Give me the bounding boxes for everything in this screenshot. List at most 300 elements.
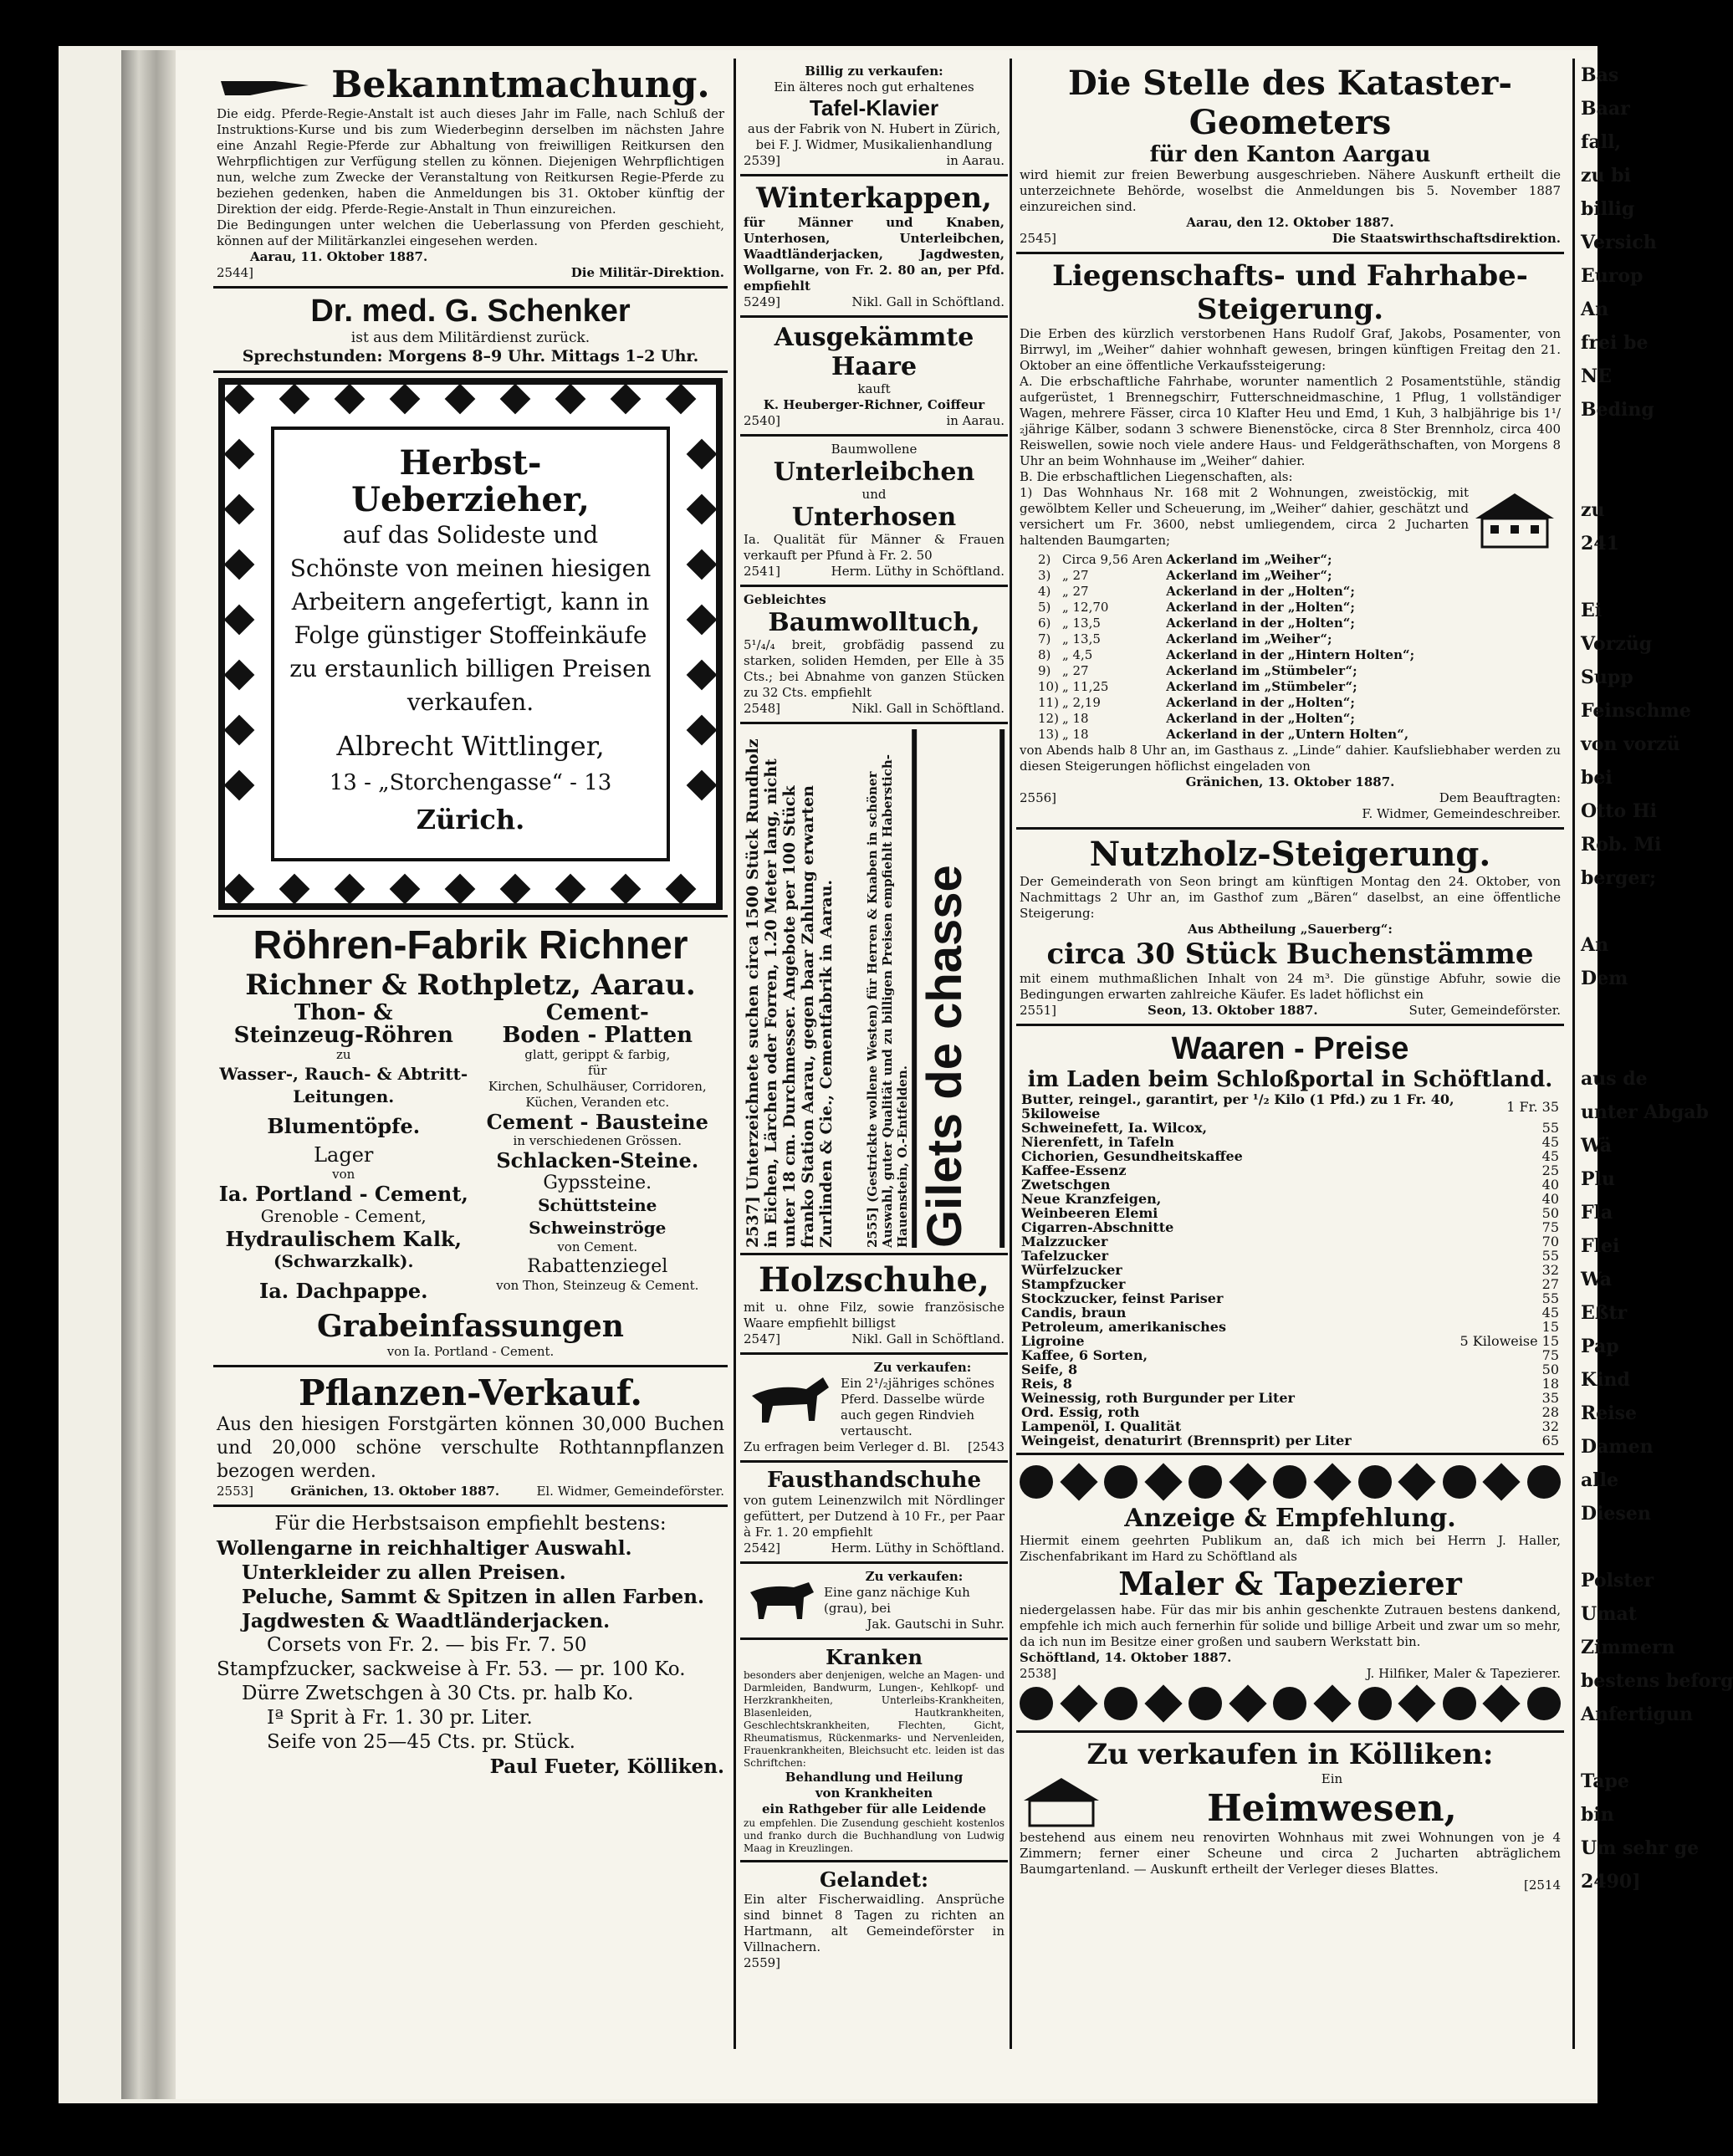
- parcel-cell: Ackerland im „Weiher“;: [1166, 631, 1332, 646]
- roehren-left: [217, 1002, 471, 1302]
- price-row: [1020, 1092, 1561, 1121]
- item: Cement-: [545, 1000, 649, 1025]
- parcel-cell: 2): [1038, 552, 1051, 567]
- ad-line: und: [861, 487, 887, 502]
- price-value: 15: [1541, 1319, 1559, 1335]
- cropped-line: Polster: [1581, 1570, 1654, 1591]
- ad-title: ein Rathgeber für alle Leidende: [761, 1801, 987, 1816]
- ad-title: Dr. med. G. Schenker: [310, 294, 631, 329]
- item: Rabattenziegel: [527, 1256, 668, 1277]
- item: Hydraulischem Kalk,: [225, 1227, 462, 1251]
- parcel-cell: Ackerland in der „Holten“;: [1166, 584, 1355, 599]
- cropped-line: [1581, 1029, 1673, 1062]
- parcel-cell: Ackerland im „Weiher“;: [1166, 552, 1332, 567]
- ad-body: Die eidg. Pferde-Regie-Anstalt ist auch dieses Jahr im Falle, nach Schluß der Instruktions-Kurse und bis zum Wiederbeginn derselben im nächsten Jahre eine Anzahl Regie-Pferde zur Abhaltung von freiwilligen Reitkursen den Wehrpflichtigen zur Verfügung stellen zu können. Diejenigen Wehrpflichtigen nun, welche zum Zwecke der Veranstaltung von Reitkursen Regie-Pferde zu beziehen gedenken, haben die Anmeldungen bis 31. Oktober künftig der Direktion der eidg. Pferde-Regie-Anstalt in Thun einzureichen.: [217, 106, 724, 217]
- cropped-line: [1581, 560, 1673, 594]
- ad-title: Die Stelle des Kataster-Geometers: [1068, 64, 1512, 142]
- cropped-line: [1581, 427, 1673, 460]
- ad-heading: Zu verkaufen:: [873, 1360, 972, 1375]
- price-row: [1020, 1249, 1561, 1263]
- parcel-row: [1036, 727, 1416, 743]
- ad-line: Zu erfragen beim Verleger d. Bl.: [744, 1439, 951, 1454]
- price-value: 55: [1541, 1290, 1559, 1306]
- item: Gypssteine.: [543, 1173, 652, 1193]
- horse-icon: [744, 1371, 836, 1429]
- cropped-line: 2490]: [1581, 1871, 1641, 1893]
- ad-heimwesen: [1016, 1733, 1564, 1898]
- ad-body: Ein alter Fischerwaidling. Ansprüche sind binnet 8 Tagen zu richten an Hartmann, alt Gemeindeförster in Villnachern.: [744, 1892, 1005, 1954]
- parcel-row: [1036, 711, 1416, 727]
- ad-preise: [1016, 1026, 1564, 1455]
- ad-gilets-text: [864, 729, 910, 1248]
- ad-body: Die Erben des kürzlich verstorbenen Hans Rudolf Graf, Jakobs, Posamenter, von Birrwyl, im „Weiher“ dahier wohnhaft gewesen, bringen künftigen Freitag den 21. Oktober an eine öffentliche Verkaufssteigerung:: [1020, 326, 1561, 373]
- ad-heading: Zu verkaufen:: [865, 1569, 964, 1584]
- price-row: [1020, 1334, 1561, 1348]
- ad-body: 1) Das Wohnhaus Nr. 168 mit 2 Wohnungen, zweistöckig, mit gewölbtem Keller und Scheuerung, im „Weiher“ dahier, geschätzt und versichert um Fr. 3600, nebst umliegendem, circa 2 Jucharten haltenden Baumgarten;: [1020, 485, 1469, 548]
- item: von Thon, Steinzeug & Cement.: [496, 1278, 699, 1293]
- parcel-cell: „ 18: [1061, 711, 1089, 726]
- parcel-cell: 10): [1038, 679, 1059, 694]
- cropped-line: [1581, 1731, 1673, 1765]
- ad-kuh: [740, 1564, 1008, 1640]
- cropped-line: Damen: [1581, 1436, 1654, 1458]
- ad-body: wird hiemit zur freien Bewerbung ausgeschrieben. Nähere Auskunft ertheilt die unterzeichnete Behörde, woselbst die Anmeldungen bis 5. November 1887 einzureichen sind.: [1020, 167, 1561, 214]
- ad-body: mit einem muthmaßlichen Inhalt von 24 m³. Die günstige Abfuhr, sowie die Bedingungen erwarten zahlreiche Käufer. Es ladet höflichst ein: [1020, 971, 1561, 1002]
- parcel-row: [1036, 695, 1416, 711]
- price-value: 55: [1541, 1120, 1559, 1136]
- ad-body: bestehend aus einem neu renovirten Wohnhaus mit zwei Wohnungen von je 4 Zimmern; ferner einer Scheune und circa 2 Jucharten abträglichem Baumgartenland. — Auskunft ertheilt der Verleger dieses Blattes.: [1020, 1830, 1561, 1877]
- cropped-line: Vorzüg: [1581, 633, 1653, 655]
- price-row: [1020, 1433, 1561, 1448]
- ad-address: 13 - „Storchengasse“ - 13: [329, 770, 612, 795]
- price-value: 32: [1541, 1262, 1559, 1278]
- price-value: 40: [1541, 1177, 1559, 1193]
- item: Schüttsteine: [538, 1195, 657, 1215]
- ad-place: Aarau, den 12. Oktober 1887.: [1186, 215, 1394, 230]
- cropped-line: fall,: [1581, 131, 1622, 153]
- ad-holzschuhe: [740, 1255, 1008, 1355]
- parcel-cell: Ackerland im „Stümbeler“;: [1166, 679, 1357, 694]
- ad-number: 2541]: [744, 564, 781, 579]
- cropped-line: Reise: [1581, 1402, 1638, 1424]
- price-item: Weingeist, denaturirt (Brennsprit) per Liter: [1021, 1433, 1352, 1448]
- ad-title: Baumwolltuch,: [768, 608, 980, 637]
- parcel-cell: „ 27: [1061, 663, 1089, 678]
- ad-place: Schöftland, 14. Oktober 1887.: [1020, 1650, 1232, 1665]
- parcel-cell: 13): [1038, 727, 1059, 742]
- parcel-cell: 3): [1038, 568, 1051, 583]
- ad-line: Ein: [1321, 1771, 1343, 1786]
- ad-place: Gränichen, 13. Oktober 1887.: [290, 1484, 500, 1499]
- price-value: 1 Fr. 35: [1506, 1098, 1559, 1115]
- item: Grenoble - Cement,: [260, 1206, 427, 1226]
- farmhouse-icon: [1020, 1771, 1103, 1830]
- cropped-line: Eßtr: [1581, 1302, 1628, 1324]
- price-item: Weinessig, roth Burgunder per Liter: [1021, 1390, 1295, 1406]
- price-value: 45: [1541, 1148, 1559, 1164]
- ad-number: [2543: [967, 1439, 1005, 1454]
- cropped-line: zu: [1581, 499, 1605, 521]
- parcel-row: [1036, 663, 1416, 679]
- price-row: [1020, 1305, 1561, 1320]
- cropped-line: bestens beforg: [1581, 1670, 1733, 1692]
- ad-number: 2551]: [1020, 1003, 1057, 1018]
- item: Schweinströge: [529, 1218, 667, 1238]
- ad-title: Anzeige & Empfehlung.: [1124, 1504, 1456, 1533]
- ad-line: Gebleichtes: [744, 592, 826, 607]
- parcel-cell: 7): [1038, 631, 1051, 646]
- cropped-line: von vorzü: [1581, 733, 1680, 755]
- ad-body: für Männer und Knaben, Unterhosen, Unterleibchen, Waadtländerjacken, Jagdwesten, Wollgarne, von Fr. 2. 80 an, per Pfd. empfiehlt: [744, 215, 1005, 294]
- price-value: 5 Kiloweise 15: [1460, 1333, 1559, 1349]
- cropped-line: billig: [1581, 198, 1635, 220]
- ad-title: Nutzholz-Steigerung.: [1089, 835, 1491, 874]
- ad-signature: J. Hilfiker, Maler & Tapezierer.: [1366, 1666, 1561, 1681]
- ad-herbst: [213, 378, 728, 917]
- ad-body: auf das Solideste und Schönste von meinen hiesigen Arbeitern angefertigt, kann in Folge günstiger Stoffeinkäufe zu erstaunlich billigen Preisen verkaufen.: [289, 521, 652, 716]
- parcel-cell: „ 13,5: [1061, 616, 1101, 631]
- ad-fueter: [213, 1507, 728, 1784]
- ad-kranken: [740, 1640, 1008, 1862]
- price-item: Schweinefett, Ia. Wilcox,: [1021, 1120, 1208, 1136]
- price-item: Cigarren-Abschnitte: [1021, 1219, 1174, 1235]
- parcel-row: [1036, 568, 1416, 584]
- item: Wasser-, Rauch- & Abtritt-Leitungen.: [219, 1064, 468, 1106]
- parcel-cell: Ackerland in der „Holten“;: [1166, 616, 1355, 631]
- item: Stampfzucker, sackweise à Fr. 53. — pr. 100 Ko.: [217, 1658, 686, 1680]
- ad-number: 2555]: [864, 1207, 880, 1248]
- parcel-cell: Circa 9,56 Aren: [1061, 552, 1163, 567]
- parcel-cell: Ackerland in der „Untern Holten“,: [1166, 727, 1409, 742]
- ad-title: Herbst-Ueberzieher,: [351, 443, 590, 519]
- ad-nutzholz: [1016, 830, 1564, 1026]
- ad-klavier: [740, 59, 1008, 176]
- price-row: [1020, 1263, 1561, 1277]
- ad-haare: [740, 318, 1008, 437]
- ad-body: Die Bedingungen unter welchen die Ueberlassung von Pferden geschieht, können auf der Militärkanzlei eingesehen werden.: [217, 217, 724, 248]
- price-item: Butter, reingel., garantirt, per ¹/₂ Kilo (1 Pfd.) zu 1 Fr. 40, 5kiloweise: [1021, 1091, 1454, 1121]
- price-row: [1020, 1348, 1561, 1362]
- ad-number: 2542]: [744, 1540, 781, 1556]
- price-item: Ligroine: [1021, 1333, 1085, 1349]
- ad-place: Seon, 13. Oktober 1887.: [1148, 1003, 1318, 1018]
- ad-number: 2556]: [1020, 790, 1057, 805]
- ad-signature: Suter, Gemeindeförster.: [1408, 1003, 1561, 1018]
- cropped-line: Diesen: [1581, 1503, 1651, 1525]
- ad-body: Aus den hiesigen Forstgärten können 30,000 Buchen und 20,000 schöne verschulte Rothtannpflanzen bezogen werden.: [217, 1414, 724, 1482]
- parcel-cell: Ackerland in der „Holten“;: [1166, 695, 1355, 710]
- cropped-line: Zimmern: [1581, 1637, 1675, 1658]
- price-table: [1020, 1092, 1561, 1448]
- price-row: [1020, 1391, 1561, 1405]
- ad-signature: Die Militär-Direktion.: [570, 265, 724, 280]
- ad-bekanntmachung: [213, 59, 728, 289]
- price-value: 25: [1541, 1162, 1559, 1178]
- column-4-cropped: [1581, 59, 1733, 1898]
- cropped-line: aus de: [1581, 1068, 1648, 1090]
- price-value: 50: [1541, 1362, 1559, 1377]
- ornament-row: [1020, 1687, 1561, 1720]
- item: in verschiedenen Grössen.: [513, 1133, 682, 1148]
- ad-body: (Gestrickte wollene Westen) für Herren & Knaben in schöner Auswahl, guter Qualität und zu billigen Preisen empfiehlt Haberstich-Hauenstein, O.-Entfelden.: [864, 754, 910, 1248]
- cropped-line: Wa: [1581, 1269, 1613, 1290]
- item: Lager: [314, 1143, 374, 1167]
- ad-number: 2545]: [1020, 231, 1057, 246]
- ad-subtitle: Richner & Rothpletz, Aarau.: [245, 968, 696, 1002]
- ad-signature: Jak. Gautschi in Suhr.: [866, 1617, 1005, 1632]
- price-value: 65: [1541, 1433, 1559, 1448]
- ad-baumwolltuch: [740, 587, 1008, 724]
- item: Unterkleider zu allen Preisen.: [242, 1561, 566, 1584]
- parcel-row: [1036, 616, 1416, 631]
- cropped-line: Fla: [1581, 1202, 1613, 1224]
- ad-number: 2539]: [744, 153, 781, 168]
- item: Wollengarne in reichhaltiger Auswahl.: [217, 1537, 632, 1560]
- parcel-cell: „ 4,5: [1061, 647, 1093, 662]
- price-value: 32: [1541, 1418, 1559, 1434]
- ad-signature: Paul Fueter, Kölliken.: [489, 1755, 724, 1778]
- ad-title: Holzschuhe,: [759, 1260, 989, 1300]
- cropped-line: alle: [1581, 1469, 1618, 1491]
- cropped-line: Feinschme: [1581, 700, 1691, 722]
- ad-line: von Ia. Portland - Cement.: [386, 1344, 555, 1359]
- cropped-line: Plu: [1581, 1168, 1615, 1190]
- column-rule: [1572, 59, 1575, 2049]
- ad-title: Röhren-Fabrik Richner: [253, 923, 688, 968]
- item: von: [332, 1167, 355, 1182]
- price-row: [1020, 1405, 1561, 1419]
- parcel-cell: „ 13,5: [1061, 631, 1101, 646]
- parcel-cell: 6): [1038, 616, 1051, 631]
- ad-subtitle: im Laden beim Schloßportal in Schöftland.: [1027, 1067, 1553, 1092]
- parcel-row: [1036, 647, 1416, 663]
- ad-number: 2537]: [744, 1196, 762, 1248]
- cropped-line: NE: [1581, 365, 1612, 387]
- parcel-cell: „ 27: [1061, 584, 1089, 599]
- ad-winterkappen: [740, 176, 1008, 318]
- column-1: [213, 59, 728, 1784]
- parcel-cell: „ 2,19: [1061, 695, 1101, 710]
- ad-body: niedergelassen habe. Für das mir bis anhin geschenkte Zutrauen bestens dankend, empfehle ich mich auch fernerhin für solide und billige Arbeit und zwar um so mehr, da ich nun im Besitze einer großen und saubern Werkstatt bin.: [1020, 1602, 1561, 1649]
- cropped-line: [1581, 460, 1673, 493]
- parcel-row: [1036, 631, 1416, 647]
- ad-title: Behandlung und Heilung: [785, 1770, 964, 1785]
- ad-title: Zu verkaufen in Kölliken:: [1086, 1738, 1494, 1771]
- price-item: Tafelzucker: [1021, 1248, 1109, 1264]
- price-value: 40: [1541, 1191, 1559, 1207]
- ad-body: zu empfehlen. Die Zusendung geschieht kostenlos und franko durch die Buchhandlung von Ludwig Maag in Kreuzlingen.: [744, 1817, 1005, 1854]
- item: Kirchen, Schulhäuser, Corridoren, Küchen, Veranden etc.: [488, 1079, 707, 1110]
- parcel-cell: Ackerland im „Weiher“;: [1166, 568, 1332, 583]
- price-row: [1020, 1149, 1561, 1163]
- price-item: Reis, 8: [1021, 1376, 1072, 1392]
- item: Seife von 25—45 Cts. pr. Stück.: [267, 1731, 575, 1753]
- price-row: [1020, 1192, 1561, 1206]
- cropped-line: 241: [1581, 533, 1619, 554]
- ad-signature: Die Staatswirthschaftsdirektion.: [1332, 231, 1561, 246]
- parcel-cell: Ackerland in der „Holten“;: [1166, 711, 1355, 726]
- item: Cement - Bausteine: [486, 1110, 708, 1134]
- parcel-cell: 12): [1038, 711, 1059, 726]
- cropped-line: Ei: [1581, 600, 1603, 621]
- cropped-line: An: [1581, 299, 1609, 320]
- ad-signature: Nikl. Gall in Schöftland.: [851, 1331, 1005, 1346]
- ad-pflanzen: [213, 1367, 728, 1507]
- parcel-row: [1036, 584, 1416, 600]
- ad-title: Pflanzen-Verkauf.: [299, 1372, 642, 1413]
- price-item: Zwetschgen: [1021, 1177, 1111, 1193]
- column-2: [740, 59, 1008, 1976]
- cropped-line: frei be: [1581, 332, 1649, 354]
- cropped-line: Versich: [1581, 232, 1657, 253]
- ad-title: von Krankheiten: [815, 1786, 933, 1801]
- ad-steigerung: [1016, 254, 1564, 830]
- cropped-line: Kind: [1581, 1369, 1630, 1391]
- parcel-cell: „ 27: [1061, 568, 1089, 583]
- ad-place: Aarau, 11. Oktober 1887.: [250, 249, 428, 264]
- ad-body: mit u. ohne Filz, sowie französische Waare empfiehlt billigst: [744, 1300, 1005, 1331]
- parcel-cell: 4): [1038, 584, 1051, 599]
- ad-body: Eine ganz nächige Kuh (grau), bei: [824, 1585, 970, 1616]
- ad-body: A. Die erbschaftliche Fahrhabe, worunter namentlich 2 Posamentstühle, ständig aufgerüstet, 1 Brennegschirr, Futterschneidmaschine, 1 Pflug, 1 vollständiger Wagen, mehrere Fässer, circa 10 Klafter Heu und Emd, 1 Kuh, 3 halbjährige bis 1¹/₂jährige Kälber, sodann 3 schwere Bienenstöcke, circa 8 Ster Brennholz, circa 400 Reiswellen, sowie noch viele andere Haus- und Feldgeräthschaften, von Morgens 8 Uhr an beim Wohnhause im „Weiher“ dahier.: [1020, 374, 1561, 468]
- ad-number: 2553]: [217, 1484, 254, 1499]
- ad-body: Hiermit einem geehrten Publikum an, daß ich mich bei Herrn J. Haller, Zischenfabrikant im Hard zu Schöftland als: [1020, 1533, 1561, 1564]
- price-item: Kaffee-Essenz: [1021, 1162, 1127, 1178]
- ad-number: 2540]: [744, 413, 781, 428]
- cropped-line: Rob. Mi: [1581, 834, 1662, 856]
- parcel-table: [1036, 552, 1416, 743]
- price-value: 27: [1541, 1276, 1559, 1292]
- ad-body: Unterzeichnete suchen circa 1500 Stück Rundholz in Eichen, Lärchen oder Forren, 1.20 Meter lang, nicht unter 18 cm. Durchmesser. Angebote per 100 Stück franko Station Aarau, gegen baar Zahlung erwarten Zurlinden & Cie., Cementfabrik in Aarau.: [744, 738, 836, 1248]
- ad-subtitle: für den Kanton Aargau: [1149, 142, 1431, 167]
- ad-title: Tafel-Klavier: [809, 95, 939, 120]
- ad-city: Zürich.: [416, 804, 525, 835]
- item: zu: [335, 1047, 351, 1062]
- item: Iª Sprit à Fr. 1. 30 pr. Liter.: [267, 1707, 533, 1729]
- column-3: [1016, 59, 1564, 1898]
- ad-title: circa 30 Stück Buchenstämme: [1046, 938, 1534, 971]
- ornament-frame: [218, 378, 723, 910]
- ad-number: 2547]: [744, 1331, 781, 1346]
- parcel-cell: Ackerland im „Stümbeler“;: [1166, 663, 1357, 678]
- parcel-cell: 5): [1038, 600, 1051, 615]
- ad-pferd: [740, 1355, 1008, 1463]
- cropped-line: Pap: [1581, 1336, 1619, 1357]
- price-item: Petroleum, amerikanisches: [1021, 1319, 1226, 1335]
- ad-place: in Aarau.: [946, 413, 1005, 428]
- ad-place: Gränichen, 13. Oktober 1887.: [1185, 774, 1395, 789]
- ad-roehren: [213, 917, 728, 1367]
- ad-number: 2538]: [1020, 1666, 1057, 1681]
- price-row: [1020, 1234, 1561, 1249]
- page-edge: [121, 50, 180, 2099]
- ad-place: in Aarau.: [946, 153, 1005, 168]
- ad-body: von Abends halb 8 Uhr an, im Gasthaus z. „Linde“ dahier. Kaufsliebhaber werden zu diesen Steigerungen höflichst eingeladen von: [1020, 743, 1561, 774]
- column-rule: [734, 59, 736, 2049]
- price-row: [1020, 1320, 1561, 1334]
- ad-title: Grabeinfassungen: [317, 1309, 624, 1344]
- cropped-line: Supp: [1581, 667, 1633, 688]
- cropped-line: Dem: [1581, 968, 1628, 989]
- item: Thon- &: [294, 1000, 393, 1025]
- price-item: Neue Kranzfeigen,: [1021, 1191, 1162, 1207]
- price-row: [1020, 1362, 1561, 1377]
- item: glatt, gerippt & farbig,: [524, 1047, 671, 1062]
- cropped-line: [1581, 1530, 1673, 1564]
- price-item: Nierenfett, in Tafeln: [1021, 1134, 1174, 1150]
- pointing-hand-icon: [217, 69, 317, 102]
- ad-rundholz: [744, 729, 860, 1248]
- ad-title: Winterkappen,: [756, 181, 992, 215]
- ad-line: ist aus dem Militärdienst zurück.: [350, 330, 590, 346]
- price-item: Lampenöl, I. Qualität: [1021, 1418, 1182, 1434]
- item: Peluche, Sammt & Spitzen in allen Farben.: [242, 1586, 704, 1608]
- ad-title: Unterleibchen: [773, 457, 975, 487]
- price-item: Candis, braun: [1021, 1305, 1127, 1321]
- price-value: 75: [1541, 1347, 1559, 1363]
- price-row: [1020, 1291, 1561, 1305]
- parcel-cell: „ 18: [1061, 727, 1089, 742]
- ad-title: Waaren - Preise: [1171, 1031, 1409, 1066]
- ad-signature: K. Heuberger-Richner, Coiffeur: [763, 397, 985, 412]
- parcel-row: [1036, 600, 1416, 616]
- ad-title: Ausgekämmte Haare: [774, 323, 974, 381]
- ad-heading: Billig zu verkaufen:: [805, 64, 943, 79]
- ad-signature: F. Widmer, Gemeindeschreiber.: [1362, 806, 1561, 821]
- ad-maler: [1016, 1455, 1564, 1733]
- price-row: [1020, 1135, 1561, 1149]
- ad-signature: El. Widmer, Gemeindeförster.: [536, 1484, 724, 1499]
- ad-body: Ia. Qualität für Männer & Frauen verkauft per Pfund à Fr. 2. 50: [744, 532, 1005, 563]
- ornament-row: [1020, 1465, 1561, 1499]
- ad-signature: Herm. Lüthy in Schöftland.: [831, 1540, 1005, 1556]
- ad-gelandet: [740, 1862, 1008, 1976]
- price-row: [1020, 1220, 1561, 1234]
- ad-body: von gutem Leinenzwilch mit Nördlinger gefüttert, per Dutzend à 10 Fr., per Paar à Fr. 1. 20 empfiehlt: [744, 1493, 1005, 1540]
- price-row: [1020, 1163, 1561, 1178]
- parcel-cell: „ 11,25: [1061, 679, 1109, 694]
- ad-body: Ein 2¹/₂jähriges schönes Pferd. Dasselbe würde auch gegen Rindvieh vertauscht.: [841, 1376, 994, 1438]
- ad-line: Aus Abtheilung „Sauerberg“:: [1188, 922, 1393, 937]
- cropped-line: zu bi: [1581, 165, 1631, 186]
- item: Blumentöpfe.: [267, 1114, 421, 1138]
- parcel-row: [1036, 552, 1416, 568]
- price-value: 45: [1541, 1134, 1559, 1150]
- price-value: 45: [1541, 1305, 1559, 1321]
- price-value: 35: [1541, 1390, 1559, 1406]
- ad-rundholz-gilets: [740, 724, 1008, 1255]
- cropped-line: berger;: [1581, 867, 1657, 889]
- item: (Schwarzkalk).: [273, 1251, 414, 1271]
- cropped-line: Bas: [1581, 64, 1619, 86]
- ad-geometer: [1016, 59, 1564, 254]
- cow-icon: [744, 1576, 819, 1626]
- cropped-line: Baar: [1581, 98, 1630, 120]
- cropped-line: Um sehr ge: [1581, 1837, 1700, 1859]
- ad-title: Gelandet:: [820, 1867, 928, 1892]
- ad-number: 2544]: [217, 265, 254, 280]
- item: Jagdwesten & Waadtländerjacken.: [242, 1610, 611, 1632]
- ad-line: kauft: [857, 381, 891, 396]
- ad-body: 5¹/₄/₄ breit, grobfädig passend zu starken, soliden Hemden, per Elle à 35 Cts.; bei Abnahme von ganzen Stücken zu 32 Cts. empfiehlt: [744, 637, 1005, 700]
- ad-fausthandschuhe: [740, 1463, 1008, 1564]
- price-value: 70: [1541, 1234, 1559, 1249]
- parcel-cell: Ackerland in der „Hintern Holten“;: [1166, 647, 1415, 662]
- cropped-line: Tape: [1581, 1770, 1629, 1792]
- ad-title: Unterhosen: [791, 503, 957, 532]
- price-value: 50: [1541, 1205, 1559, 1221]
- ad-signature: Nikl. Gall in Schöftland.: [851, 701, 1005, 716]
